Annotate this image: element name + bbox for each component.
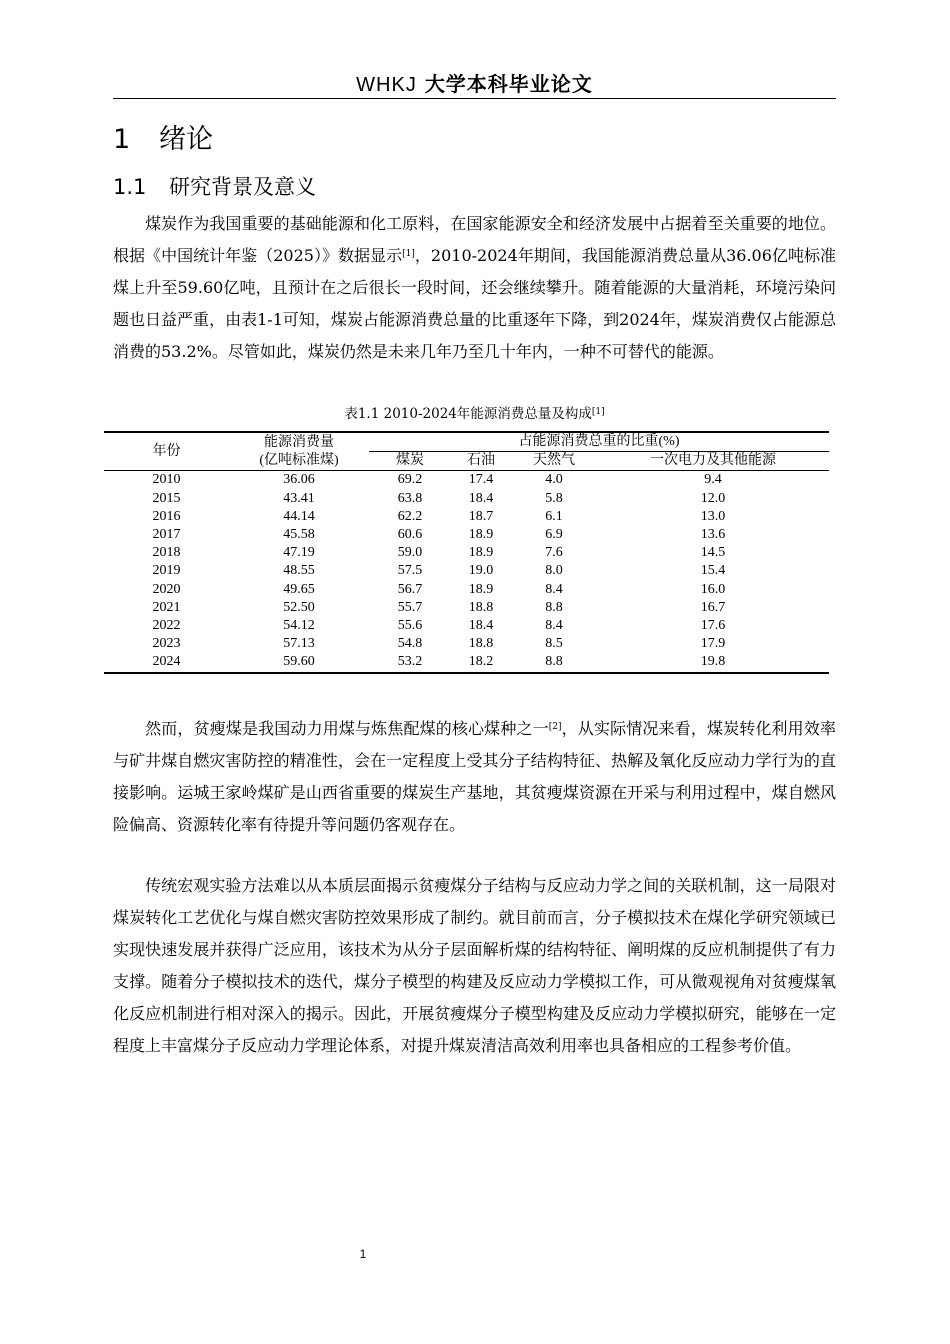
cell-gas: 8.8 — [511, 653, 597, 672]
header-coal: 煤炭 — [369, 452, 451, 471]
cell-coal: 55.7 — [397, 599, 423, 615]
paragraph1-part1: 煤炭作为我国重要的基础能源和化工原料，在国家能源安全和经济发展中占据着至关重要的地位。根据《中国统计年鉴（2025）》数据显示 — [113, 214, 836, 265]
cell-total: 36.06 — [283, 472, 315, 488]
cell-other: 19.8 — [597, 653, 829, 672]
cell-other: 15.4 — [700, 563, 726, 579]
table-row — [104, 508, 829, 526]
cell-coal: 69.2 — [397, 472, 423, 488]
header-title: 大学本科毕业论文 — [424, 72, 593, 96]
table-row — [104, 490, 829, 508]
cell-other: 13.6 — [700, 527, 726, 543]
section-heading — [113, 172, 316, 202]
cell-total: 48.55 — [283, 563, 315, 579]
cell-total: 52.50 — [283, 599, 315, 615]
paragraph-background — [113, 208, 836, 368]
paragraph-lean-coal — [113, 713, 836, 841]
cell-oil: 18.8 — [468, 636, 494, 652]
cell-coal: 56.7 — [397, 581, 423, 597]
header-divider — [113, 98, 836, 99]
header-prefix: WHKJ — [356, 74, 417, 96]
cell-year: 2019 — [152, 563, 181, 579]
cell-other: 13.0 — [700, 508, 726, 524]
cell-year: 2015 — [152, 490, 181, 506]
cell-gas: 8.4 — [545, 581, 563, 597]
cell-total: 57.13 — [283, 636, 315, 652]
table-caption-ref: [1] — [591, 407, 605, 417]
section-title: 研究背景及意义 — [169, 175, 316, 199]
cell-year: 2010 — [152, 472, 181, 488]
cell-gas: 8.8 — [545, 599, 563, 615]
cell-oil: 18.7 — [468, 508, 494, 524]
cell-oil: 18.4 — [468, 490, 494, 506]
header-other: 一次电力及其他能源 — [597, 452, 829, 471]
cell-coal: 53.2 — [369, 653, 451, 672]
cell-total: 59.60 — [229, 653, 369, 672]
header-oil: 石油 — [451, 452, 511, 471]
cell-year: 2020 — [152, 581, 181, 597]
cell-year: 2024 — [104, 653, 229, 672]
paragraph2-part1: 然而，贫瘦煤是我国动力用煤与炼焦配煤的核心煤种之一 — [145, 719, 549, 738]
section-number: 1.1 — [113, 175, 147, 199]
running-header — [113, 70, 836, 99]
cell-other: 14.5 — [700, 545, 726, 561]
table-row — [104, 526, 829, 544]
table-caption — [113, 404, 836, 424]
cell-year: 2018 — [152, 545, 181, 561]
cell-gas: 4.0 — [545, 472, 563, 488]
cell-total: 45.58 — [283, 527, 315, 543]
page-number: 1 — [359, 1247, 367, 1261]
table-caption-text: 表1.1 2010-2024年能源消费总量及构成 — [344, 406, 592, 422]
cell-year: 2023 — [152, 636, 181, 652]
chapter-title: 绪论 — [159, 124, 213, 155]
paragraph3-text: 传统宏观实验方法难以从本质层面揭示贫瘦煤分子结构与反应动力学之间的关联机制，这一局限对煤炭转化工艺优化与煤自燃灾害防控效果形成了制约。就目前而言，分子模拟技术在煤化学研究领域已实现快速发展并获得广泛应用，该技术为从分子层面解析煤的结构特征、阐明煤的反应机制提供了有力支撑。随着分子模拟技术的迭代，煤分子模型的构建及反应动力学模拟工作，可从微观视角对贫瘦煤氧化反应机制进行相对深入的揭示。因此，开展贫瘦煤分子模型构建及反应动力学模拟研究，能够在一定程度上丰富煤分子反应动力学理论体系，对提升煤炭清洁高效利用率也具备相应的工程参考价值。 — [113, 876, 836, 1055]
cell-coal: 57.5 — [397, 563, 423, 579]
table-row — [104, 562, 829, 580]
cell-oil: 18.9 — [468, 527, 494, 543]
table-row — [104, 635, 829, 653]
cell-oil: 18.4 — [468, 618, 494, 634]
cell-total: 49.65 — [283, 581, 315, 597]
cell-oil: 19.0 — [468, 563, 494, 579]
header-share-group: 占能源消费总重的比重(%) — [369, 432, 829, 452]
cell-gas: 8.0 — [545, 563, 563, 579]
chapter-heading — [113, 122, 213, 158]
cell-other: 17.9 — [700, 636, 726, 652]
header-gas: 天然气 — [511, 452, 597, 471]
cell-oil: 18.2 — [451, 653, 511, 672]
cell-year: 2022 — [152, 618, 181, 634]
cell-coal: 54.8 — [397, 636, 423, 652]
cell-other: 16.0 — [700, 581, 726, 597]
cell-coal: 59.0 — [397, 545, 423, 561]
cell-year: 2016 — [152, 508, 181, 524]
chapter-number: 1 — [113, 124, 131, 155]
cell-other: 9.4 — [704, 472, 722, 488]
cell-gas: 7.6 — [545, 545, 563, 561]
citation-ref-2: [2] — [548, 722, 562, 732]
header-year: 年份 — [104, 432, 229, 471]
cell-oil: 18.9 — [468, 581, 494, 597]
cell-other: 12.0 — [700, 490, 726, 506]
cell-total: 44.14 — [283, 508, 315, 524]
cell-gas: 6.9 — [545, 527, 563, 543]
table-row — [104, 581, 829, 599]
cell-oil: 18.8 — [468, 599, 494, 615]
cell-year: 2017 — [152, 527, 181, 543]
paragraph1-part2: ，2010-2024年期间，我国能源消费总量从36.06亿吨标准煤上升至59.60亿吨，且预计在之后很长一段时间，还会继续攀升。随着能源的大量消耗，环境污染问题也日益严重，由表1-1可知，煤炭占能源消费总量的比重逐年下降，到2024年，煤炭消费仅占能源总消费的53.2%。尽管如此，煤炭仍然是未来几年乃至几十年内，一种不可替代的能源。 — [113, 246, 836, 361]
table-row — [104, 617, 829, 635]
table-body — [104, 471, 829, 673]
cell-total: 54.12 — [283, 618, 315, 634]
cell-coal: 55.6 — [397, 618, 423, 634]
cell-oil: 18.9 — [468, 545, 494, 561]
paragraph-molecular-simulation — [113, 870, 836, 1062]
cell-gas: 6.1 — [545, 508, 563, 524]
paragraph2-part2: ，从实际情况来看，煤炭转化利用效率与矿井煤自燃灾害防控的精准性，会在一定程度上受其分子结构特征、热解及氧化反应动力学行为的直接影响。运城王家岭煤矿是山西省重要的煤炭生产基地，其贫瘦煤资源在开采与利用过程中，煤自燃风险偏高、资源转化率有待提升等问题仍客观存在。 — [113, 719, 836, 834]
cell-coal: 63.8 — [397, 490, 423, 506]
cell-other: 17.6 — [700, 618, 726, 634]
table-row — [104, 653, 829, 672]
cell-total: 43.41 — [283, 490, 315, 506]
cell-other: 16.7 — [700, 599, 726, 615]
cell-coal: 62.2 — [397, 508, 423, 524]
table-row — [104, 599, 829, 617]
header-total: 能源消费量 (亿吨标准煤) — [229, 432, 369, 471]
cell-coal: 60.6 — [397, 527, 423, 543]
cell-gas: 8.4 — [545, 618, 563, 634]
cell-total: 47.19 — [283, 545, 315, 561]
energy-consumption-table — [104, 431, 829, 674]
table-row — [104, 544, 829, 562]
cell-gas: 5.8 — [545, 490, 563, 506]
cell-oil: 17.4 — [468, 472, 494, 488]
table-row — [104, 471, 829, 490]
citation-ref-1: [1] — [402, 249, 415, 259]
cell-year: 2021 — [152, 599, 181, 615]
cell-gas: 8.5 — [545, 636, 563, 652]
